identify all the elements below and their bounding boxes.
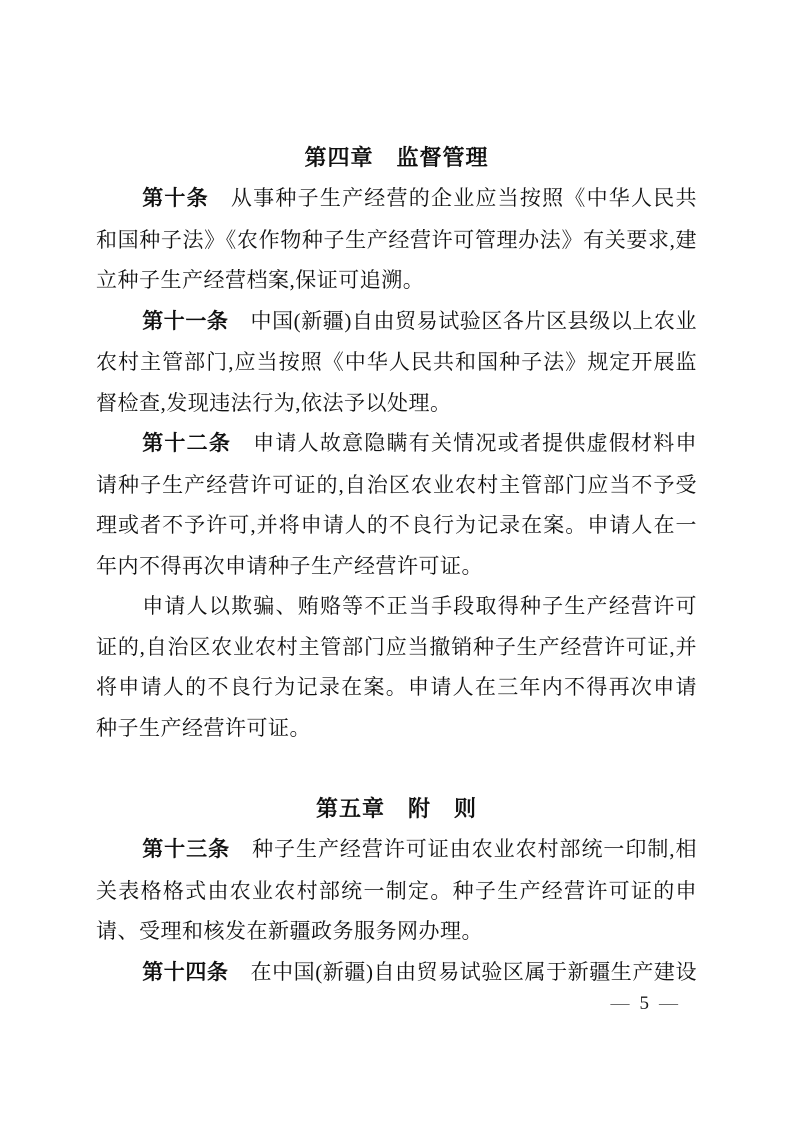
article-11-paragraph <box>96 301 697 424</box>
article-13-paragraph <box>96 829 697 952</box>
page-number-value: 5 <box>639 993 649 1014</box>
article-10-label: 第十条 <box>142 187 209 210</box>
chapter-5-section <box>96 789 697 993</box>
article-13-label: 第十三条 <box>142 838 231 861</box>
page-number-left-dash: — <box>610 993 630 1014</box>
page-number <box>611 992 679 1016</box>
chapter-5-title: 第五章 附 则 <box>315 796 477 821</box>
article-10-paragraph <box>96 178 697 301</box>
article-14-text: 在中国(新疆)自由贸易试验区属于新疆生产建设 <box>250 959 697 984</box>
article-12-continuation-paragraph <box>96 586 697 748</box>
article-12-label: 第十二条 <box>142 432 232 455</box>
page-number-right-dash: — <box>659 993 678 1014</box>
article-11-label: 第十一条 <box>142 309 229 333</box>
article-10-text: 从事种子生产经营的企业应当按照《中华人民共和国种子法》《农作物种子生产经营许可管理办法》有关要求,建立种子生产经营档案,保证可追溯。 <box>96 186 697 292</box>
article-11-text: 中国(新疆)自由贸易试验区各片区县级以上农业农村主管部门,应当按照《中华人民共和国种子法》规定开展监督检查,发现违法行为,依法予以处理。 <box>96 308 697 415</box>
article-14-paragraph <box>96 952 697 994</box>
article-12-continuation-text: 申请人以欺骗、贿赂等不正当手段取得种子生产经营许可证的,自治区农业农村主管部门应当撤销种子生产经营许可证,并将申请人的不良行为记录在案。申请人在三年内不得再次申请种子生产经营许可证。 <box>96 594 697 740</box>
article-12-text: 申请人故意隐瞒有关情况或者提供虚假材料申请种子生产经营许可证的,自治区农业农村主管部门应当不予受理或者不予许可,并将申请人的不良行为记录在案。申请人在一年内不得再次申请种子生产经营许可证。 <box>96 431 698 578</box>
article-14-label: 第十四条 <box>142 960 229 984</box>
article-12-paragraph <box>96 423 697 586</box>
chapter-4-title: 第四章 监督管理 <box>304 145 489 170</box>
chapter-4-section <box>96 138 697 748</box>
article-13-text: 种子生产经营许可证由农业农村部统一印制,相关表格格式由农业农村部统一制定。种子生产经营许可证的申请、受理和核发在新疆政务服务网办理。 <box>96 837 698 943</box>
